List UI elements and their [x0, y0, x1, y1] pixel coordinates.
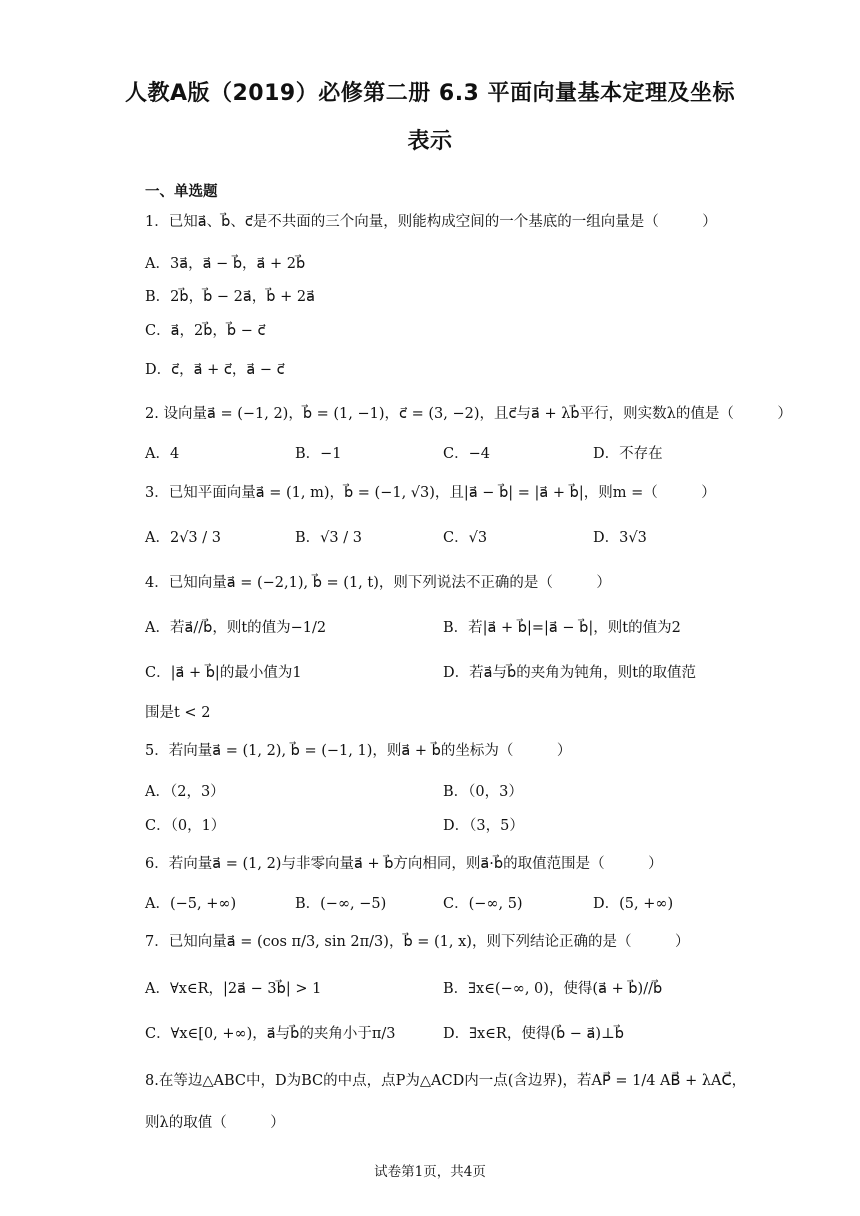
- question-3-option-d: D．3√3: [593, 530, 647, 546]
- question-6-option-c: C．(−∞, 5): [443, 896, 523, 912]
- question-4-option-b: B．若|a⃗ + b⃗|=|a⃗ − b⃗|，则t的值为2: [443, 620, 681, 636]
- page-footer: 试卷第1页，共4页: [374, 1164, 486, 1180]
- question-6-option-d: D．(5, +∞): [593, 896, 674, 912]
- question-3-stem: 3．已知平面向量a⃗ = (1, m)，b⃗ = (−1, √3)，且|a⃗ − b⃗| = |a⃗ + b⃗|，则m =（ ）: [145, 485, 716, 501]
- question-1-option-a: A．3a⃗，a⃗ − b⃗，a⃗ + 2b⃗: [145, 256, 306, 272]
- question-1-stem: 1．已知a⃗、b⃗、c⃗是不共面的三个向量，则能构成空间的一个基底的一组向量是（ ）: [145, 214, 717, 230]
- question-8-stem: 8.在等边△ABC中，D为BC的中点，点P为△ACD内一点(含边界)，若AP⃗ = 1/4 AB⃗ + λAC⃗，: [145, 1073, 747, 1089]
- question-8-stem-continued: 则λ的取值（ ）: [145, 1115, 285, 1131]
- question-3-option-c: C．√3: [443, 530, 488, 546]
- question-7-option-b: B．∃x∈(−∞, 0)，使得(a⃗ + b⃗)//b⃗: [443, 981, 663, 997]
- question-1-option-c: C．a⃗，2b⃗，b⃗ − c⃗: [145, 323, 266, 339]
- question-7-option-a: A．∀x∈R，|2a⃗ − 3b⃗| > 1: [145, 981, 322, 997]
- section-heading: 一、单选题: [145, 184, 218, 200]
- page-title-line-2: 表示: [407, 129, 453, 154]
- question-2-option-d: D．不存在: [593, 446, 663, 462]
- question-1-option-d: D．c⃗，a⃗ + c⃗，a⃗ − c⃗: [145, 362, 285, 378]
- question-4-option-d: D．若a⃗与b⃗的夹角为钝角，则t的取值范: [443, 665, 697, 681]
- question-3-option-b: B．√3 / 3: [295, 530, 362, 546]
- question-2-option-b: B．−1: [295, 446, 342, 462]
- question-6-stem: 6．若向量a⃗ = (1, 2)与非零向量a⃗ + b⃗方向相同，则a⃗·b⃗的取值范围是（ ）: [145, 856, 663, 872]
- question-3-option-a: A．2√3 / 3: [145, 530, 221, 546]
- question-6-option-b: B．(−∞, −5): [295, 896, 387, 912]
- question-2-option-a: A．4: [145, 446, 180, 462]
- question-5-option-a: A．（2，3）: [145, 784, 225, 800]
- question-7-option-c: C．∀x∈[0, +∞)，a⃗与b⃗的夹角小于π/3: [145, 1026, 396, 1042]
- question-4-option-d-continued: 围是t < 2: [145, 705, 211, 721]
- question-6-option-a: A．(−5, +∞): [145, 896, 237, 912]
- page-title-line-1: 人教A版（2019）必修第二册 6.3 平面向量基本定理及坐标: [124, 81, 736, 106]
- question-5-stem: 5．若向量a⃗ = (1, 2), b⃗ = (−1, 1)，则a⃗ + b⃗的坐标为（ ）: [145, 743, 572, 759]
- question-4-option-a: A．若a⃗//b⃗，则t的值为−1/2: [145, 620, 327, 636]
- question-5-option-b: B．（0，3）: [443, 784, 523, 800]
- question-2-stem: 2. 设向量a⃗ = (−1, 2)，b⃗ = (1, −1)，c⃗ = (3, −2)，且c⃗与a⃗ + λb⃗平行，则实数λ的值是（ ）: [145, 406, 792, 422]
- question-7-option-d: D．∃x∈R，使得(b⃗ − a⃗)⊥b⃗: [443, 1026, 624, 1042]
- question-5-option-d: D．（3，5）: [443, 818, 524, 834]
- question-7-stem: 7．已知向量a⃗ = (cos π/3, sin 2π/3)，b⃗ = (1, x)，则下列结论正确的是（ ）: [145, 934, 690, 950]
- question-1-option-b: B．2b⃗，b⃗ − 2a⃗，b⃗ + 2a⃗: [145, 289, 315, 305]
- question-5-option-c: C．（0，1）: [145, 818, 226, 834]
- question-4-option-c: C．|a⃗ + b⃗|的最小值为1: [145, 665, 302, 681]
- question-2-option-c: C．−4: [443, 446, 490, 462]
- question-4-stem: 4．已知向量a⃗ = (−2,1), b⃗ = (1, t)，则下列说法不正确的是（ ）: [145, 575, 611, 591]
